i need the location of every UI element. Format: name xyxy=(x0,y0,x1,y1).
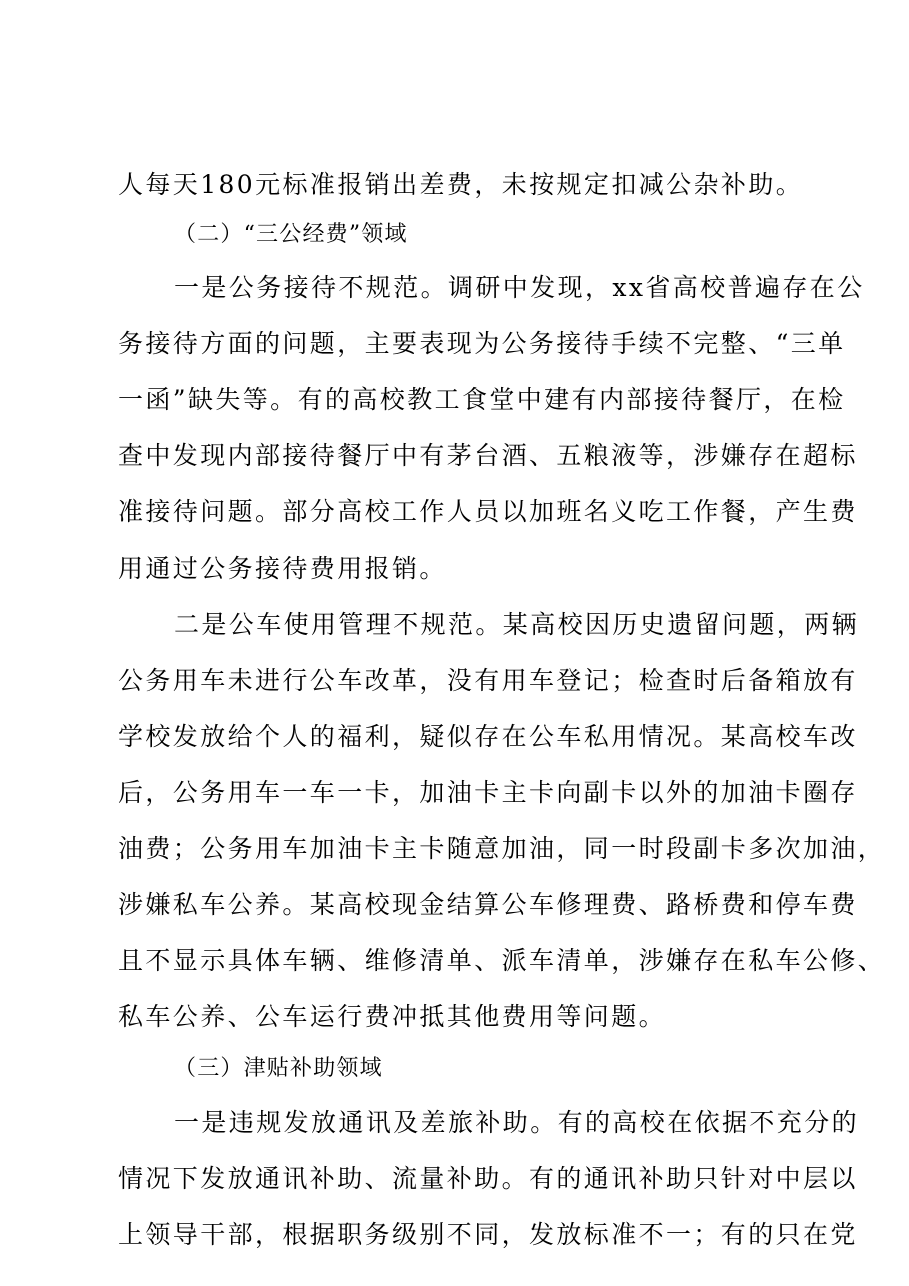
paragraph-line: 公务用车未进行公车改革，没有用车登记；检查时后备箱放有 xyxy=(118,666,858,695)
paragraph-line: 上领导干部，根据职务级别不同，发放标准不一；有的只在党 xyxy=(118,1220,858,1249)
paragraph-line: 涉嫌私车公养。某高校现金结算公车修理费、路桥费和停车费 xyxy=(118,890,858,919)
paragraph-line: 一是违规发放通讯及差旅补助。有的高校在依据不充分的 xyxy=(174,1108,860,1137)
paragraph-line: 学校发放给个人的福利，疑似存在公车私用情况。某高校车改 xyxy=(118,722,858,751)
paragraph-line: 查中发现内部接待餐厅中有茅台酒、五粮液等，涉嫌存在超标 xyxy=(118,441,858,470)
paragraph-line: 私车公养、公车运行费冲抵其他费用等问题。 xyxy=(118,1002,667,1031)
paragraph-line: 且不显示具体车辆、维修清单、派车清单，涉嫌存在私车公修、 xyxy=(118,946,886,975)
section-heading: （二）“三公经费”领域 xyxy=(174,222,408,247)
paragraph-line: 情况下发放通讯补助、流量补助。有的通讯补助只针对中层以 xyxy=(118,1164,858,1193)
paragraph-line: 后，公务用车一车一卡，加油卡主卡向副卡以外的加油卡圈存 xyxy=(118,778,858,807)
paragraph-line: 务接待方面的问题，主要表现为公务接待手续不完整、“三单 xyxy=(118,329,846,358)
section-heading: （三）津贴补助领域 xyxy=(174,1056,383,1081)
paragraph-line: 二是公车使用管理不规范。某高校因历史遗留问题，两辆 xyxy=(174,610,860,639)
paragraph-line: 准接待问题。部分高校工作人员以加班名义吃工作餐，产生费 xyxy=(118,497,858,526)
paragraph-line: 一是公务接待不规范。调研中发现，xx省高校普遍存在公 xyxy=(174,273,865,302)
paragraph-line: 人每天180元标准报销出差费，未按规定扣减公杂补助。 xyxy=(118,170,804,199)
paragraph-line: 油费；公务用车加油卡主卡随意加油，同一时段副卡多次加油， xyxy=(118,834,886,863)
paragraph-line: 一函”缺失等。有的高校教工食堂中建有内部接待餐厅，在检 xyxy=(118,385,846,414)
paragraph-line: 用通过公务接待费用报销。 xyxy=(118,554,447,583)
